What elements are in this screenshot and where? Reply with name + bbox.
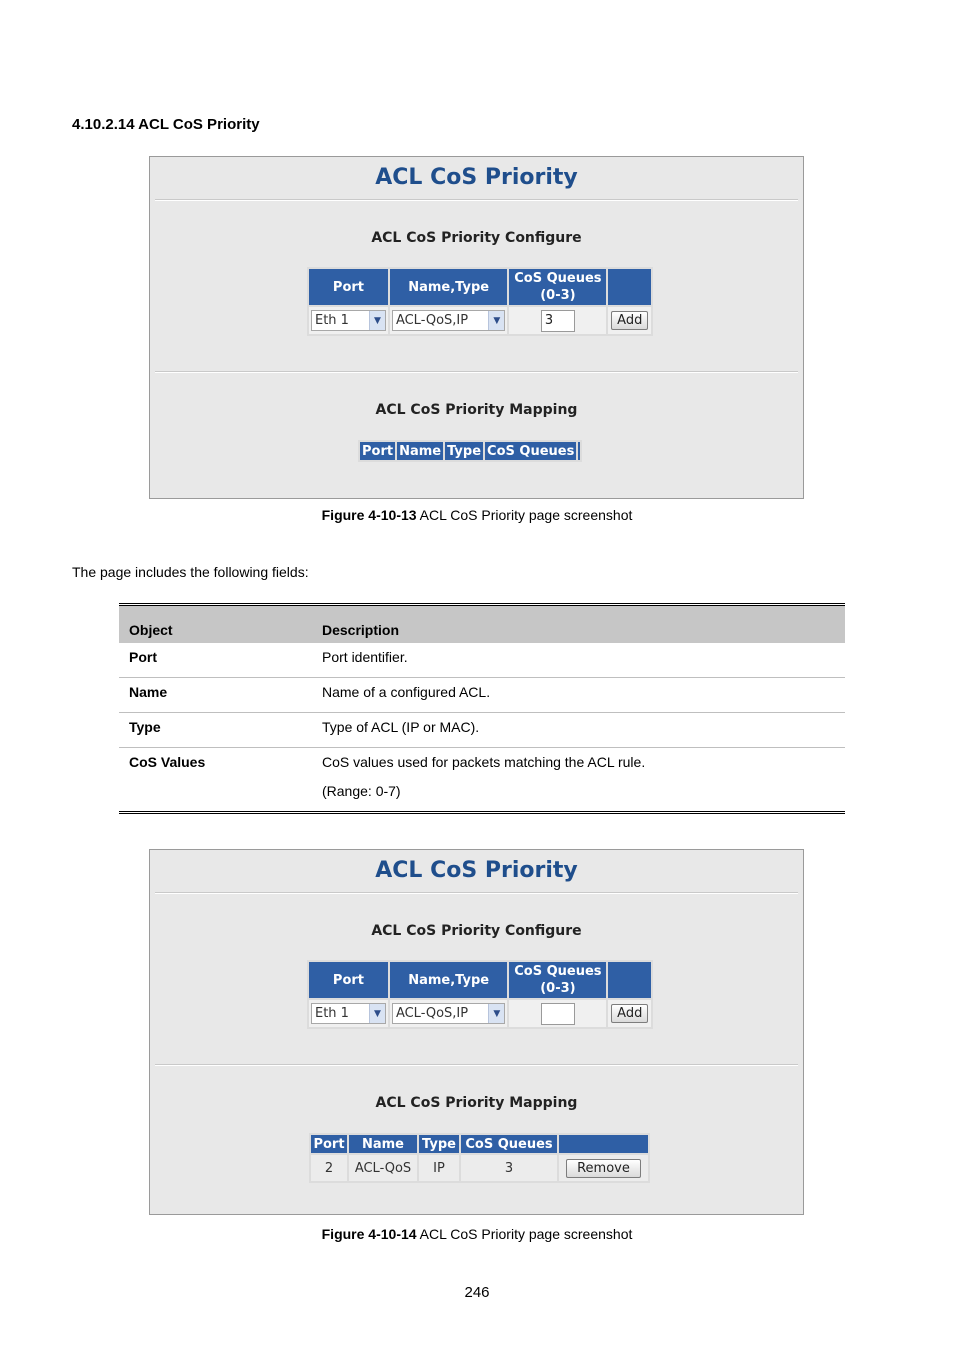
header-name-type: Name,Type [390,269,507,305]
field-object: Type [119,713,312,748]
port-select[interactable] [311,1003,386,1024]
mapping-table [309,1133,650,1183]
remove-button[interactable]: Remove [566,1159,641,1178]
header-action [559,1135,648,1153]
chevron-down-icon: ▼ [369,311,385,330]
header-cos-queues: CoS Queues (0-3) [509,962,606,998]
divider [155,892,798,894]
chevron-down-icon: ▼ [488,311,504,330]
cos-queue-input[interactable] [541,310,575,332]
table-row [311,1155,648,1181]
name-type-select-value: ACL-QoS,IP [395,313,469,328]
field-description [312,748,845,813]
figure-text: ACL CoS Priority page screenshot [416,507,633,523]
port-select-value: Eth 1 [315,1006,349,1021]
field-description-text: CoS values used for packets matching the ACL rule. [322,754,646,770]
screenshot-acl-cos-priority-1 [149,156,804,499]
port-select[interactable] [311,310,386,331]
configure-title: ACL CoS Priority Configure [371,923,582,939]
field-object: Name [119,678,312,713]
header-port: Port [362,443,394,459]
page-title: ACL CoS Priority [375,165,578,190]
table-row [119,713,845,748]
header-name: Name [399,443,442,459]
figure-caption [0,507,954,523]
header-object: Object [129,622,173,638]
field-object: CoS Values [119,748,312,813]
name-type-select[interactable] [392,310,505,331]
mapping-type: IP [419,1155,459,1181]
page-number: 246 [464,1284,490,1301]
table-row [119,748,845,813]
page-title: ACL CoS Priority [375,858,578,883]
figure-label: Figure 4-10-13 [321,507,417,523]
header-cos-queues: CoS Queues [461,1135,557,1153]
add-button[interactable]: Add [611,311,648,330]
table-row [119,643,845,678]
header-port: Port [311,1135,347,1153]
cos-queue-input[interactable] [541,1003,575,1025]
mapping-cos: 3 [461,1155,557,1181]
chevron-down-icon: ▼ [488,1004,504,1023]
figure-text: ACL CoS Priority page screenshot [416,1226,633,1242]
mapping-title: ACL CoS Priority Mapping [375,402,578,418]
section-heading: 4.10.2.14 ACL CoS Priority [72,116,260,133]
divider [155,371,798,373]
intro-text: The page includes the following fields: [72,564,309,580]
chevron-down-icon: ▼ [369,1004,385,1023]
field-description: Type of ACL (IP or MAC). [312,713,845,748]
fields-table [119,603,845,814]
port-select-value: Eth 1 [315,313,349,328]
configure-table [307,267,653,336]
field-object: Port [119,643,312,678]
header-name-type: Name,Type [390,962,507,998]
header-cos-queues: CoS Queues (0-3) [509,269,606,305]
figure-label: Figure 4-10-14 [321,1226,417,1242]
figure-caption [0,1226,954,1242]
header-cos-queues: CoS Queues [487,443,575,459]
divider [155,1064,798,1066]
mapping-name: ACL-QoS [349,1155,417,1181]
configure-table [307,960,653,1029]
name-type-select[interactable] [392,1003,505,1024]
screenshot-acl-cos-priority-2 [149,849,804,1215]
header-action [578,442,580,460]
mapping-title: ACL CoS Priority Mapping [375,1095,578,1111]
header-name: Name [349,1135,417,1153]
header-type: Type [419,1135,459,1153]
header-type: Type [447,443,482,459]
mapping-port: 2 [311,1155,347,1181]
header-port: Port [309,269,388,305]
header-action [608,962,651,998]
field-description: Name of a configured ACL. [312,678,845,713]
field-description: Port identifier. [312,643,845,678]
field-range: (Range: 0-7) [322,783,401,799]
configure-title: ACL CoS Priority Configure [371,230,582,246]
header-action [608,269,651,305]
name-type-select-value: ACL-QoS,IP [395,1006,469,1021]
table-row [119,678,845,713]
add-button[interactable]: Add [611,1004,648,1023]
mapping-table [358,440,582,462]
divider [155,199,798,201]
header-port: Port [309,962,388,998]
header-description: Description [322,622,400,638]
